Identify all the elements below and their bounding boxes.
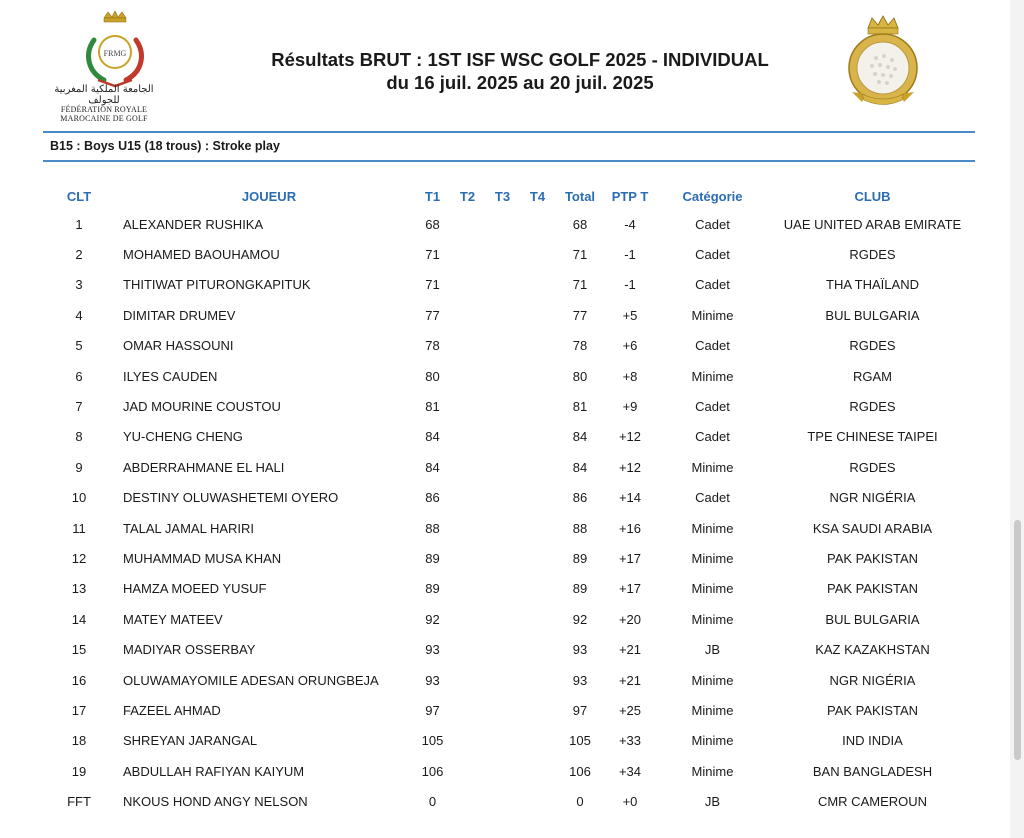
cell-club: RGDES	[849, 459, 896, 475]
cell-t4	[520, 483, 555, 513]
cell-t3	[485, 239, 520, 269]
cell-clt: 2	[75, 247, 83, 263]
col-header-t3: T3	[494, 188, 511, 204]
cell-t2	[450, 270, 485, 300]
results-body	[43, 209, 975, 817]
table-row	[43, 756, 975, 786]
table-row	[43, 452, 975, 482]
cell-club: BAN BANGLADESH	[812, 763, 933, 779]
golf-trophy-logo	[840, 14, 926, 110]
table-row	[43, 209, 975, 239]
cell-category: Cadet	[695, 247, 730, 263]
cell-t3	[485, 422, 520, 452]
cell-player: ILYES CAUDEN	[123, 368, 218, 384]
table-header-row	[43, 183, 975, 209]
cell-ptp: -4	[624, 216, 636, 232]
cell-total: 84	[572, 459, 588, 475]
cell-category: Minime	[691, 459, 734, 475]
cell-total: 93	[572, 642, 588, 658]
cell-t3	[485, 270, 520, 300]
cell-t2	[450, 726, 485, 756]
cell-total: 80	[572, 368, 588, 384]
header-divider-bottom	[43, 160, 975, 162]
cell-total: 0	[576, 794, 584, 810]
cell-clt: 6	[75, 368, 83, 384]
cell-ptp: +12	[618, 429, 642, 445]
cell-total: 105	[569, 733, 591, 749]
scrollbar-thumb[interactable]	[1014, 520, 1021, 760]
cell-category: Cadet	[695, 399, 730, 415]
cell-t4	[520, 786, 555, 816]
cell-ptp: -1	[624, 247, 636, 263]
table-row	[43, 422, 975, 452]
federation-french-name: FÉDÉRATION ROYALE MAROCAINE DE GOLF	[60, 105, 148, 123]
cell-player: ABDERRAHMANE EL HALI	[123, 459, 285, 475]
cell-t3	[485, 786, 520, 816]
cell-t2	[450, 422, 485, 452]
cell-t3	[485, 300, 520, 330]
cell-t2	[450, 695, 485, 725]
col-header-player: JOUEUR	[241, 188, 297, 204]
cell-t4	[520, 665, 555, 695]
cell-t4	[520, 695, 555, 725]
table-row	[43, 695, 975, 725]
cell-t3	[485, 483, 520, 513]
cell-total: 71	[572, 277, 588, 293]
cell-t2	[450, 452, 485, 482]
cell-ptp: -1	[624, 277, 636, 293]
results-table	[43, 183, 975, 817]
cell-t4	[520, 300, 555, 330]
cell-player: MATEY MATEEV	[123, 611, 223, 627]
cell-t4	[520, 513, 555, 543]
cell-t3	[485, 726, 520, 756]
cell-t3	[485, 209, 520, 239]
cell-ptp: +17	[618, 581, 642, 597]
cell-player: FAZEEL AHMAD	[123, 702, 221, 718]
cell-t2	[450, 604, 485, 634]
cell-total: 93	[572, 672, 588, 688]
cell-t1: 71	[425, 247, 440, 263]
cell-category: Minime	[691, 550, 734, 566]
cell-t3	[485, 361, 520, 391]
cell-player: OMAR HASSOUNI	[123, 338, 234, 354]
cell-ptp: +33	[618, 733, 642, 749]
cell-t1: 71	[425, 277, 440, 293]
cell-t1: 88	[425, 520, 440, 536]
cell-t2	[450, 756, 485, 786]
cell-player: MOHAMED BAOUHAMOU	[123, 247, 280, 263]
col-header-t1: T1	[424, 188, 441, 204]
cell-t3	[485, 543, 520, 573]
cell-t2	[450, 483, 485, 513]
cell-clt: 7	[75, 399, 83, 415]
category-heading: B15 : Boys U15 (18 trous) : Stroke play	[50, 139, 280, 153]
cell-player: YU-CHENG CHENG	[123, 429, 243, 445]
cell-category: Minime	[691, 611, 734, 627]
cell-player: MADIYAR OSSERBAY	[123, 642, 256, 658]
table-row	[43, 239, 975, 269]
cell-total: 89	[572, 581, 588, 597]
cell-category: Minime	[691, 763, 734, 779]
cell-category: Cadet	[695, 277, 730, 293]
cell-t4	[520, 574, 555, 604]
cell-club: NGR NIGÉRIA	[829, 490, 916, 506]
table-row	[43, 543, 975, 573]
col-header-t2: T2	[459, 188, 476, 204]
cell-category: Minime	[691, 368, 734, 384]
cell-club: THA THAÏLAND	[826, 277, 919, 293]
cell-t4	[520, 239, 555, 269]
cell-player: OLUWAMAYOMILE ADESAN ORUNGBEJA	[123, 672, 379, 688]
cell-t4	[520, 634, 555, 664]
cell-category: Cadet	[695, 338, 730, 354]
cell-ptp: +17	[618, 550, 642, 566]
cell-ptp: +20	[618, 611, 642, 627]
table-row	[43, 300, 975, 330]
cell-club: TPE CHINESE TAIPEI	[807, 429, 938, 445]
cell-t1: 86	[425, 490, 440, 506]
cell-t1: 93	[425, 672, 440, 688]
cell-club: BUL BULGARIA	[825, 611, 920, 627]
cell-t1: 68	[425, 216, 440, 232]
cell-t4	[520, 452, 555, 482]
table-row	[43, 483, 975, 513]
cell-t4	[520, 726, 555, 756]
cell-player: ABDULLAH RAFIYAN KAIYUM	[123, 763, 305, 779]
cell-t3	[485, 331, 520, 361]
cell-t3	[485, 391, 520, 421]
cell-total: 81	[572, 399, 588, 415]
cell-t3	[485, 634, 520, 664]
table-row	[43, 270, 975, 300]
cell-t3	[485, 574, 520, 604]
cell-player: NKOUS HOND ANGY NELSON	[123, 794, 308, 810]
cell-t4	[520, 361, 555, 391]
cell-category: Minime	[691, 581, 734, 597]
frmg-emblem-icon	[60, 10, 170, 90]
cell-clt: 19	[71, 763, 87, 779]
cell-clt: 18	[71, 733, 87, 749]
cell-category: Minime	[691, 733, 734, 749]
cell-t1: 78	[425, 338, 440, 354]
cell-clt: 5	[75, 338, 83, 354]
cell-t1: 93	[425, 642, 440, 658]
cell-t4	[520, 422, 555, 452]
cell-t4	[520, 391, 555, 421]
table-row	[43, 331, 975, 361]
cell-total: 77	[572, 307, 588, 323]
cell-total: 89	[572, 550, 588, 566]
svg-text:FRMG: FRMG	[103, 49, 127, 58]
cell-t1: 105	[421, 733, 444, 749]
cell-t3	[485, 604, 520, 634]
cell-t2	[450, 361, 485, 391]
table-row	[43, 604, 975, 634]
cell-t2	[450, 574, 485, 604]
cell-t2	[450, 391, 485, 421]
cell-club: RGDES	[849, 399, 896, 415]
cell-t3	[485, 665, 520, 695]
cell-category: Cadet	[695, 429, 730, 445]
cell-t2	[450, 786, 485, 816]
cell-t4	[520, 331, 555, 361]
cell-category: Cadet	[695, 216, 730, 232]
col-header-category: Catégorie	[682, 188, 743, 204]
cell-clt: 3	[75, 277, 83, 293]
cell-t2	[450, 513, 485, 543]
cell-t2	[450, 543, 485, 573]
cell-t3	[485, 513, 520, 543]
federation-arabic-name: الجامعة الملكية المغربية للجولف	[54, 84, 154, 106]
cell-ptp: +25	[618, 702, 642, 718]
cell-club: NGR NIGÉRIA	[829, 672, 916, 688]
cell-club: PAK PAKISTAN	[826, 702, 919, 718]
cell-category: JB	[704, 794, 721, 810]
cell-t2	[450, 634, 485, 664]
cell-player: MUHAMMAD MUSA KHAN	[123, 550, 282, 566]
cell-t3	[485, 756, 520, 786]
cell-t4	[520, 543, 555, 573]
cell-clt: 17	[71, 702, 87, 718]
table-row	[43, 634, 975, 664]
cell-t3	[485, 452, 520, 482]
table-row	[43, 726, 975, 756]
cell-t1: 89	[425, 581, 440, 597]
cell-clt: 8	[75, 429, 83, 445]
header-divider-top	[43, 131, 975, 133]
cell-player: SHREYAN JARANGAL	[123, 733, 258, 749]
cell-club: PAK PAKISTAN	[826, 581, 919, 597]
cell-t2	[450, 665, 485, 695]
cell-clt: 14	[71, 611, 87, 627]
cell-clt: 13	[71, 581, 87, 597]
cell-ptp: +14	[618, 490, 642, 506]
cell-total: 106	[569, 763, 591, 779]
cell-club: PAK PAKISTAN	[826, 550, 919, 566]
scrollbar[interactable]	[1010, 0, 1024, 838]
cell-player: THITIWAT PITURONGKAPITUK	[123, 277, 311, 293]
cell-player: JAD MOURINE COUSTOU	[123, 399, 281, 415]
cell-ptp: +21	[618, 672, 642, 688]
cell-club: CMR CAMEROUN	[817, 794, 928, 810]
cell-clt: 15	[71, 642, 87, 658]
cell-total: 68	[572, 216, 588, 232]
col-header-total: Total	[564, 188, 596, 204]
cell-clt: 16	[71, 672, 87, 688]
cell-clt: 1	[75, 216, 83, 232]
table-row	[43, 665, 975, 695]
col-header-ptp: PTP T	[611, 188, 649, 204]
cell-t1: 84	[425, 429, 440, 445]
cell-category: Minime	[691, 672, 734, 688]
cell-club: RGAM	[853, 368, 892, 384]
cell-t4	[520, 270, 555, 300]
table-row	[43, 574, 975, 604]
cell-ptp: +21	[618, 642, 642, 658]
cell-t1: 0	[428, 794, 437, 810]
cell-clt: 4	[75, 307, 83, 323]
cell-ptp: +6	[622, 338, 638, 354]
cell-player: DIMITAR DRUMEV	[123, 307, 236, 323]
cell-t1: 81	[425, 399, 440, 415]
cell-total: 71	[572, 247, 588, 263]
cell-clt: FFT	[67, 794, 91, 810]
cell-club: BUL BULGARIA	[825, 307, 920, 323]
report-date-range: du 16 juil. 2025 au 20 juil. 2025	[386, 72, 654, 93]
col-header-clt: CLT	[66, 188, 92, 204]
cell-ptp: +8	[622, 368, 638, 384]
cell-t1: 84	[425, 459, 440, 475]
cell-t2	[450, 300, 485, 330]
cell-t1: 106	[421, 763, 444, 779]
cell-t1: 97	[425, 702, 440, 718]
cell-t4	[520, 209, 555, 239]
table-row	[43, 513, 975, 543]
cell-t2	[450, 239, 485, 269]
cell-ptp: +0	[622, 794, 638, 810]
cell-club: RGDES	[849, 338, 896, 354]
cell-club: IND INDIA	[842, 733, 903, 749]
cell-ptp: +34	[618, 763, 642, 779]
cell-club: KAZ KAZAKHSTAN	[815, 642, 930, 658]
table-row	[43, 391, 975, 421]
cell-t2	[450, 209, 485, 239]
cell-clt: 11	[72, 520, 86, 536]
cell-player: HAMZA MOEED YUSUF	[123, 581, 267, 597]
cell-category: Minime	[691, 520, 734, 536]
cell-category: Minime	[691, 702, 734, 718]
cell-total: 88	[572, 520, 588, 536]
cell-player: DESTINY OLUWASHETEMI OYERO	[123, 490, 339, 506]
cell-clt: 10	[71, 490, 87, 506]
cell-t2	[450, 331, 485, 361]
cell-player: ALEXANDER RUSHIKA	[123, 216, 264, 232]
cell-category: Cadet	[695, 490, 730, 506]
golf-ball-crest-icon	[840, 14, 926, 110]
cell-t1: 92	[425, 611, 440, 627]
table-row	[43, 361, 975, 391]
cell-total: 92	[572, 611, 588, 627]
cell-ptp: +9	[622, 399, 638, 415]
cell-total: 86	[572, 490, 588, 506]
cell-category: Minime	[691, 307, 734, 323]
cell-clt: 9	[75, 459, 83, 475]
cell-total: 84	[572, 429, 588, 445]
cell-t1: 89	[425, 550, 440, 566]
cell-ptp: +5	[622, 307, 638, 323]
cell-category: JB	[704, 642, 721, 658]
cell-t1: 77	[425, 307, 440, 323]
cell-t3	[485, 695, 520, 725]
report-title-line1: Résultats BRUT : 1ST ISF WSC GOLF 2025 - INDIVIDUAL	[271, 49, 769, 70]
cell-t4	[520, 756, 555, 786]
cell-t4	[520, 604, 555, 634]
col-header-t4: T4	[529, 188, 546, 204]
col-header-club: CLUB	[854, 188, 891, 204]
cell-club: RGDES	[849, 247, 896, 263]
table-row	[43, 786, 975, 816]
cell-club: KSA SAUDI ARABIA	[812, 520, 933, 536]
cell-club: UAE UNITED ARAB EMIRATE	[783, 216, 962, 232]
cell-total: 78	[572, 338, 588, 354]
cell-ptp: +16	[618, 520, 642, 536]
cell-t1: 80	[425, 368, 440, 384]
cell-ptp: +12	[618, 459, 642, 475]
cell-player: TALAL JAMAL HARIRI	[123, 520, 254, 536]
cell-clt: 12	[71, 550, 87, 566]
report-title	[200, 48, 840, 94]
cell-total: 97	[572, 702, 588, 718]
